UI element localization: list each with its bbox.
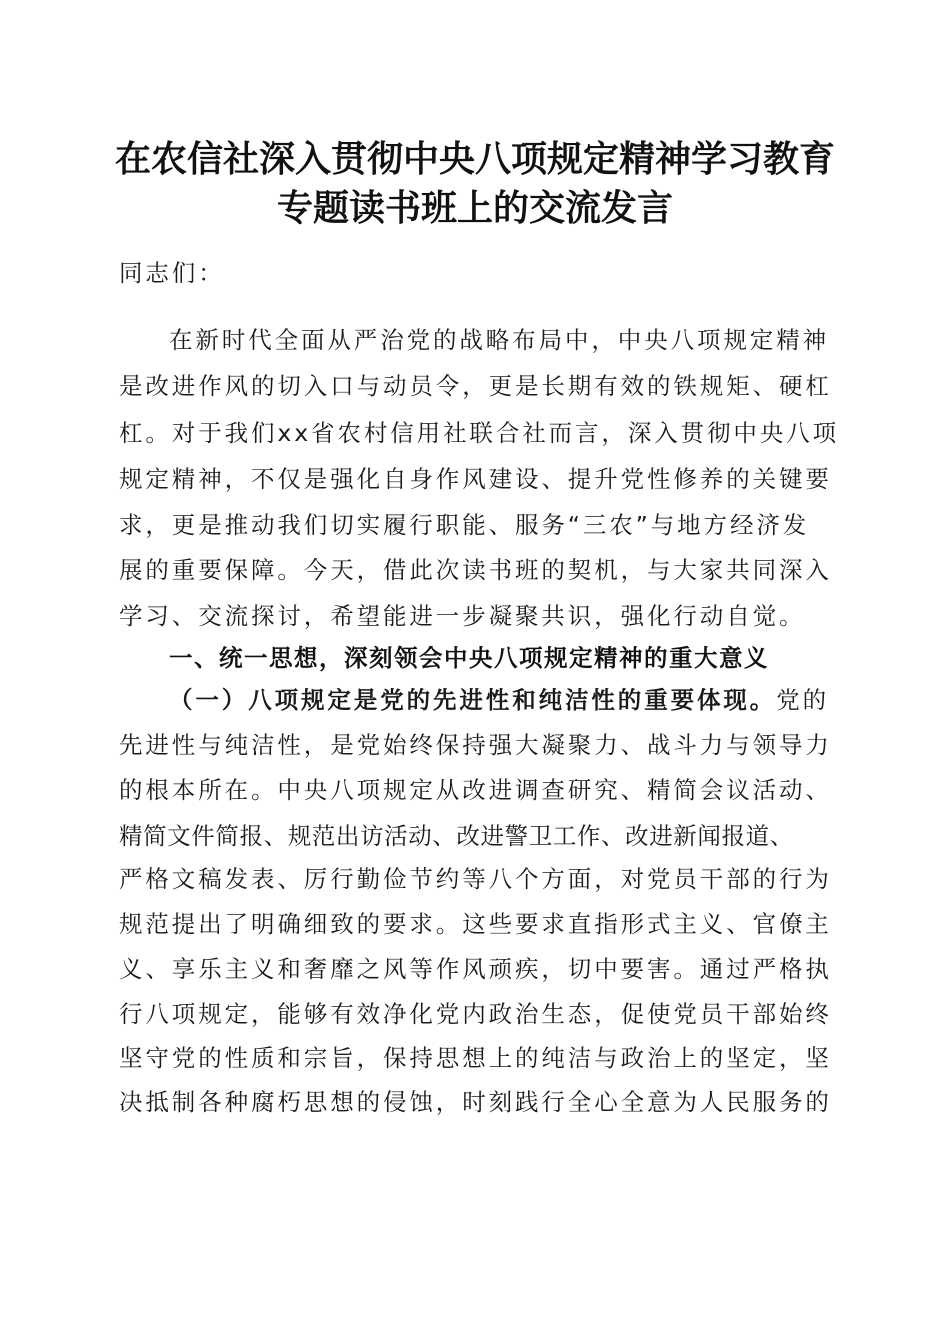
section-line: 规范提出了明确细致的要求。这些要求直指形式主义、官僚主: [119, 910, 832, 938]
section-heading: 一、统一思想，深刻领会中央八项规定精神的重大意义: [169, 644, 769, 672]
intro-line: 是改进作风的切入口与动员令，更是长期有效的铁规矩、硬杠: [119, 372, 832, 400]
section-line: 的根本所在。中央八项规定从改进调查研究、精简会议活动、: [119, 776, 832, 804]
intro-line: 在新时代全面从严治党的战略布局中，中央八项规定精神: [169, 326, 829, 354]
document-title-line-2: 专题读书班上的交流发言: [276, 187, 673, 229]
section-line: 决抵制各种腐朽思想的侵蚀，时刻践行全心全意为人民服务的: [119, 1088, 832, 1116]
intro-line: 学习、交流探讨，希望能进一步凝聚共识，强化行动自觉。: [119, 602, 806, 630]
sub-heading: （一）八项规定是党的先进性和纯洁性的重要体现。: [169, 686, 777, 714]
section-line: 行八项规定，能够有效净化党内政治生态，促使党员干部始终: [119, 1000, 832, 1028]
section-line: 义、享乐主义和奢靡之风等作风顽疾，切中要害。通过严格执: [119, 955, 832, 983]
intro-line: 规定精神，不仅是强化自身作风建设、提升党性修养的关键要: [119, 465, 832, 493]
section-line: 先进性与纯洁性，是党始终保持强大凝聚力、战斗力与领导力: [119, 731, 832, 759]
document-title-line-1: 在农信社深入贯彻中央八项规定精神学习教育: [114, 138, 835, 180]
sub-heading-tail: 党的: [776, 686, 830, 714]
intro-line: 杠。对于我们xx省农村信用社联合社而言，深入贯彻中央八项: [119, 419, 840, 447]
sub-heading-line: [169, 683, 829, 717]
section-line: 坚守党的性质和宗旨，保持思想上的纯洁与政治上的坚定，坚: [119, 1044, 832, 1072]
section-line: 严格文稿发表、厉行勤俭节约等八个方面，对党员干部的行为: [119, 865, 832, 893]
intro-line: 展的重要保障。今天，借此次读书班的契机，与大家共同深入: [119, 556, 832, 584]
salutation: 同志们：: [119, 259, 225, 287]
intro-line: 求，更是推动我们切实履行职能、服务“三农”与地方经济发: [119, 511, 810, 539]
section-line: 精简文件简报、规范出访活动、改进警卫工作、改进新闻报道、: [119, 822, 794, 850]
